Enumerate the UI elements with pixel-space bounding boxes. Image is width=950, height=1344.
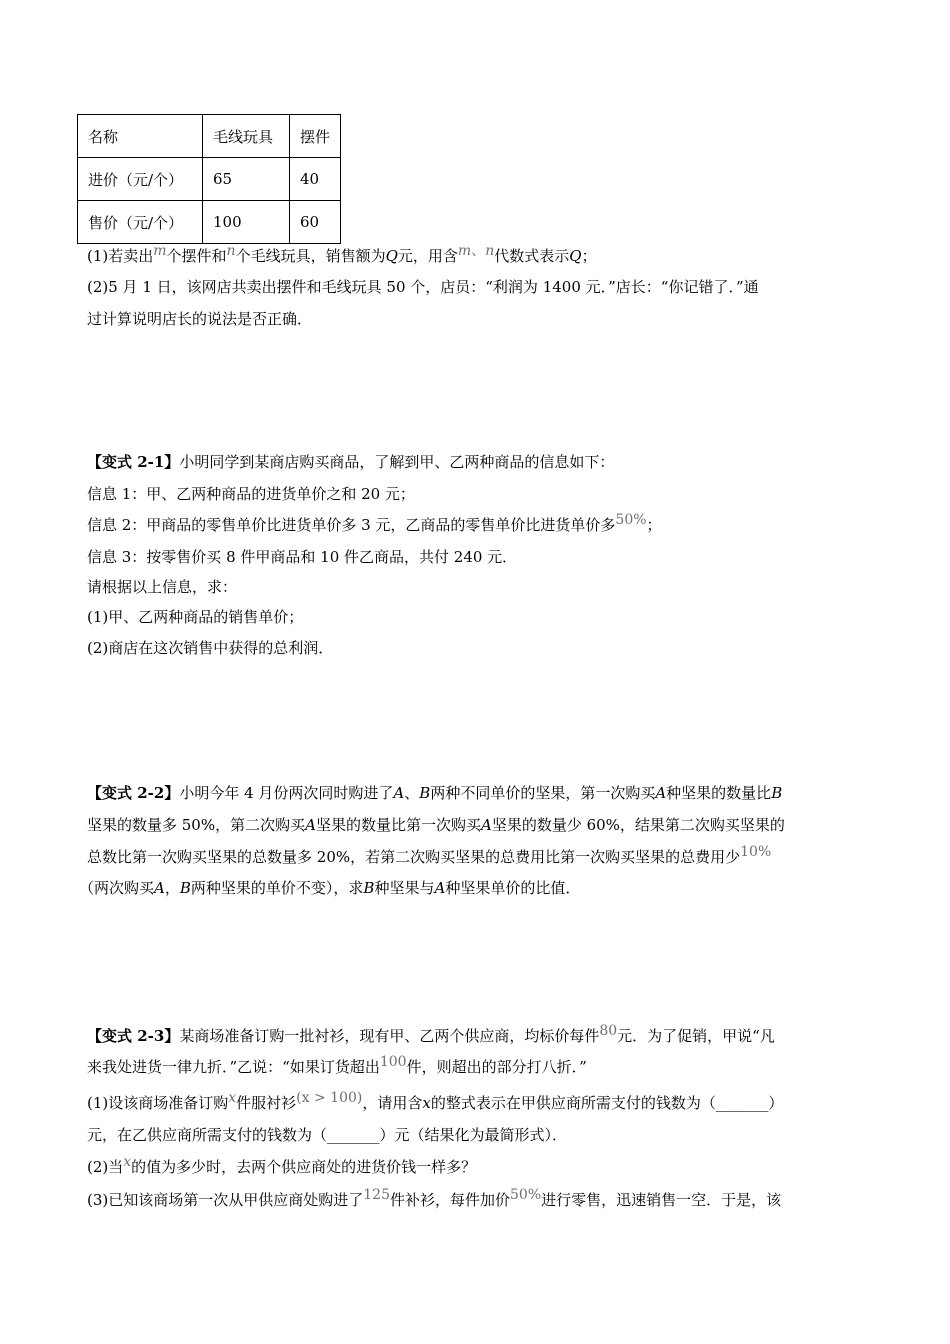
table-cell: 毛线玩具: [203, 115, 290, 158]
problem-question-2-cont: 过计算说明店长的说法是否正确．: [87, 310, 313, 328]
variant-2-2-line-2: 坚果的数量多 50%，第二次购买A坚果的数量比第一次购买A坚果的数量少 60%，结果第二次购买坚果的: [87, 816, 785, 834]
variant-2-3-question-3: (3)已知该商场第一次从甲供应商处购进了125件补衫，每件加价50%进行零售，迅速销售一空．于是，该: [87, 1187, 782, 1209]
price-table: [77, 114, 341, 244]
table-cell: 摆件: [290, 115, 341, 158]
variant-2-1-ask: 请根据以上信息，求：: [87, 578, 238, 596]
variant-2-2-line-3: 总数比第一次购买坚果的总数量多 20%，若第二次购买坚果的总费用比第一次购买坚果的总费用少10%: [87, 844, 772, 866]
variant-2-3-line-2: 来我处进货一律九折．”乙说：“如果订货超出100件，则超出的部分打八折．”: [87, 1054, 587, 1076]
variant-2-1-info-1: 信息 1：甲、乙两种商品的进货单价之和 20 元；: [87, 485, 415, 503]
variant-2-3-question-1: (1)设该商场准备订购x件服衬衫(x > 100)，请用含x的整式表示在甲供应商所需支付的钱数为（_______）: [87, 1090, 784, 1112]
table-cell: 名称: [78, 115, 203, 158]
table-cell: 60: [290, 201, 341, 244]
table-cell: 100: [203, 201, 290, 244]
variant-2-1-question-1: (1)甲、乙两种商品的销售单价；: [87, 608, 304, 626]
variant-2-1-intro: 【变式 2-1】小明同学到某商店购买商品，了解到甲、乙两种商品的信息如下：: [87, 453, 615, 471]
problem-question-1: (1)若卖出m个摆件和n个毛线玩具，销售额为Q元，用含m、n代数式表示Q；: [87, 243, 597, 265]
table-cell: 售价（元/个）: [78, 201, 203, 244]
problem-question-2: (2)5 月 1 日，该网店共卖出摆件和毛线玩具 50 个，店员：“利润为 1400 元．”店长：“你记错了．”通: [87, 278, 759, 296]
table-cell: 40: [290, 158, 341, 201]
table-cell: 进价（元/个）: [78, 158, 203, 201]
variant-2-3-line-1: 【变式 2-3】某商场准备订购一批衬衫，现有甲、乙两个供应商，均标价每件80元．为了促销，甲说“凡: [87, 1023, 775, 1045]
variant-2-3-question-2: (2)当x的值为多少时，去两个供应商处的进货价钱一样多？: [87, 1154, 477, 1176]
variant-2-1-info-3: 信息 3：按零售价买 8 件甲商品和 10 件乙商品，共付 240 元．: [87, 548, 518, 566]
table-row: [78, 158, 341, 201]
table-row: [78, 201, 341, 244]
variant-2-1-info-2: 信息 2：甲商品的零售单价比进货单价多 3 元，乙商品的零售单价比进货单价多50%；: [87, 512, 662, 534]
variant-2-3-question-1-cont: 元，在乙供应商所需支付的钱数为（_______）元（结果化为最简形式）．: [87, 1126, 568, 1144]
variant-2-2-line-1: 【变式 2-2】小明今年 4 月份两次同时购进了A、B两种不同单价的坚果，第一次购买A种坚果的数量比B: [87, 784, 783, 802]
variant-2-1-question-2: (2)商店在这次销售中获得的总利润．: [87, 639, 334, 657]
table-header-row: [78, 115, 341, 158]
table-cell: 65: [203, 158, 290, 201]
variant-2-2-line-4: （两次购买A，B两种坚果的单价不变），求B种坚果与A种坚果单价的比值．: [79, 879, 581, 897]
